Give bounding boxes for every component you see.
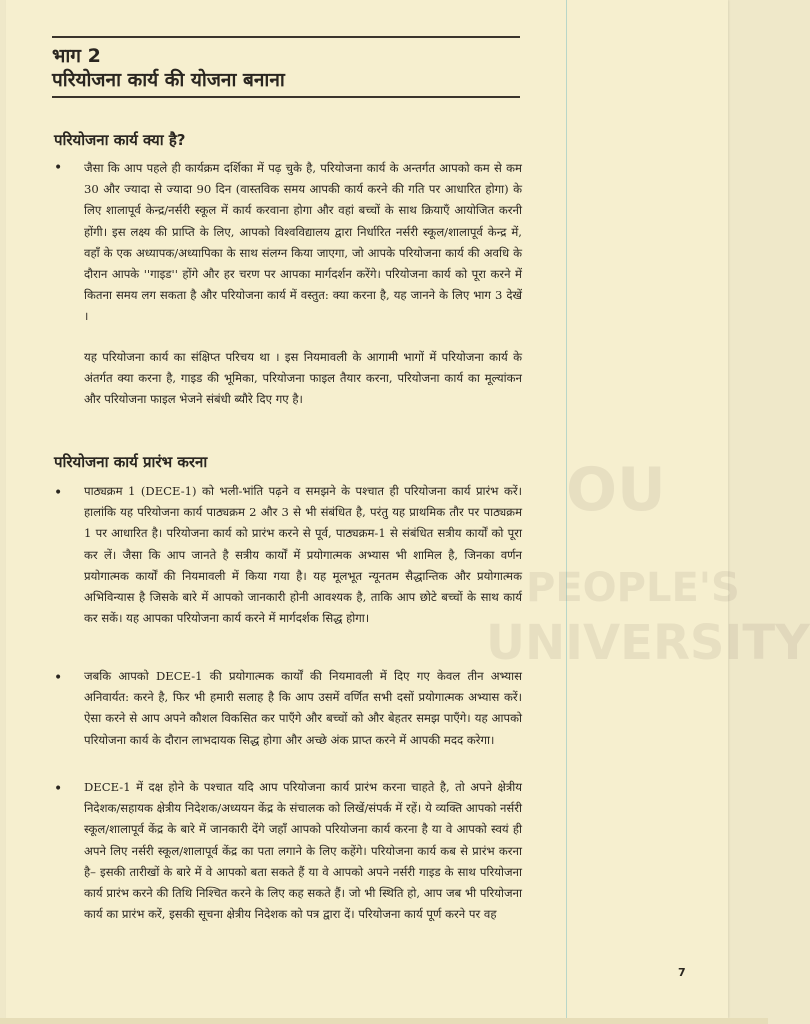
section-heading: परियोजना कार्य प्रारंभ करना <box>54 453 208 471</box>
part-title: परियोजना कार्य की योजना बनाना <box>52 69 285 91</box>
top-rule <box>52 36 520 38</box>
document-page <box>6 0 810 1018</box>
watermark-text: OU <box>566 455 666 525</box>
watermark-text: PEOPLE'S <box>526 565 740 611</box>
paragraph: जैसा कि आप पहले ही कार्यक्रम दर्शिका में पढ़ चुके है, परियोजना कार्य के अन्तर्गत आपको कम से कम 30 और ज्यादा से ज्यादा 90 दिन (वास्तविक समय आपकी कार्य करने की गति पर आधारित होगा) के लिए शालापूर्व केन्द्र/नर्सरी स्कूल में कार्य करवाना होगा और वहां बच्चों के साथ क्रियाएँ आयोजित करनी होंगी। इस लक्ष्य की प्राप्ति के लिए, आपको विश्वविद्यालय द्वारा निर्धारित नर्सरी स्कूल/शालापूर्व केन्द्र में, वहाँ के एक अध्यापक/अध्यापिका के साथ संलग्न किया जाएगा, जो आपके परियोजना कार्य की अवधि के दौरान आपके ''गाइड'' होंगे और हर चरण पर आपका मार्गदर्शन करेंगे। परियोजना कार्य को पूरा करने में कितना समय लग सकता है और परियोजना कार्य में वस्तुत: क्या करना है, यह जानने के लिए भाग 3 देखें । <box>84 161 522 324</box>
bullet-icon: • <box>54 485 63 501</box>
bullet-icon: • <box>54 670 63 686</box>
part-label: भाग 2 <box>52 45 101 67</box>
page-edge <box>0 1018 768 1024</box>
paragraph: पाठ्यक्रम 1 (DECE-1) को भली-भांति पढ़ने व समझने के पश्चात ही परियोजना कार्य प्रारंभ करें। हालांकि यह परियोजना कार्य पाठ्यक्रम 2 और 3 से भी संबंधित है, परंतु यह प्राथमिक तौर पर पाठ्यक्रम 1 पर आधारित है। परियोजना कार्य को प्रारंभ करने से पूर्व, पाठ्यक्रम-1 से संबंधित सत्रीय कार्यों को पूरा कर लें। जैसा कि आप जानते है सत्रीय कार्यों में प्रयोगात्मक अभ्यास भी शामिल है, जिनका वर्णन प्रयोगात्मक कार्यों की नियमावली में किया गया है। यह मूलभूत न्यूनतम सैद्धान्तिक और प्रयोगात्मक अभिविन्यास है जिसके बारे में आपको जानकारी होनी आवश्यक है, ताकि आप छोटे बच्चों के साथ कार्य कर सकें। यह आपका परियोजना कार्य करने में मार्गदर्शक सिद्ध होगा। <box>84 484 522 626</box>
page-number: 7 <box>678 966 686 979</box>
bullet-icon: • <box>54 160 63 176</box>
watermark-text: UNIVERSITY <box>486 615 810 671</box>
paragraph: यह परियोजना कार्य का संक्षिप्त परिचय था । इस नियमावली के आगामी भागों में परियोजना कार्य के अंतर्गत क्या करना है, गाइड की भूमिका, परियोजना फाइल तैयार करना, परियोजना कार्य का मूल्यांकन और परियोजना फाइल भेजने संबंधी ब्यौरे दिए गए है। <box>84 350 522 407</box>
title-underline <box>52 96 520 98</box>
bullet-icon: • <box>54 781 63 797</box>
paragraph: DECE-1 में दक्ष होने के पश्चात यदि आप परियोजना कार्य प्रारंभ करना चाहते है, तो अपने क्षेत्रीय निदेशक/सहायक क्षेत्रीय निदेशक/अध्ययन केंद्र के संचालक को लिखें/संपर्क में रहें। ये व्यक्ति आपको नर्सरी स्कूल/शालापूर्व केंद्र के बारे में जानकारी देंगे जहाँ आपको परियोजना कार्य करना है या वे आपको स्वयं ही अपने लिए नर्सरी स्कूल/शालापूर्व केंद्र का पता लगाने के लिए कहेंगे। परियोजना कार्य कब से प्रारंभ करना है– इसकी तारीखों के बारे में वे आपको बता सकते हैं या वे आपको अपने नर्सरी गाइड के साथ परियोजना कार्य प्रारंभ करने की तिथि निश्चित करने के लिए कह सकते हैं। जो भी स्थिति हो, आप जब भी परियोजना कार्य का प्रारंभ करें, इसकी सूचना क्षेत्रीय निदेशक को पत्र द्वारा दें। परियोजना कार्य पूर्ण करने पर वह <box>84 780 522 922</box>
section-heading: परियोजना कार्य क्या है? <box>54 131 186 149</box>
paragraph: जबकि आपको DECE-1 की प्रयोगात्मक कार्यों की नियमावली में दिए गए केवल तीन अभ्यास अनिवार्यत: करने है, फिर भी हमारी सलाह है कि आप उसमें वर्णित सभी दसों प्रयोगात्मक अभ्यास करें। ऐसा करने से आप अपने कौशल विकसित कर पाएँगे और बच्चों को और बेहतर समझ पाएँगे। यह आपको परियोजना कार्य के दौरान लाभदायक सिद्ध होगा और अच्छे अंक प्राप्त करने में आपकी मदद करेगा। <box>84 669 522 747</box>
